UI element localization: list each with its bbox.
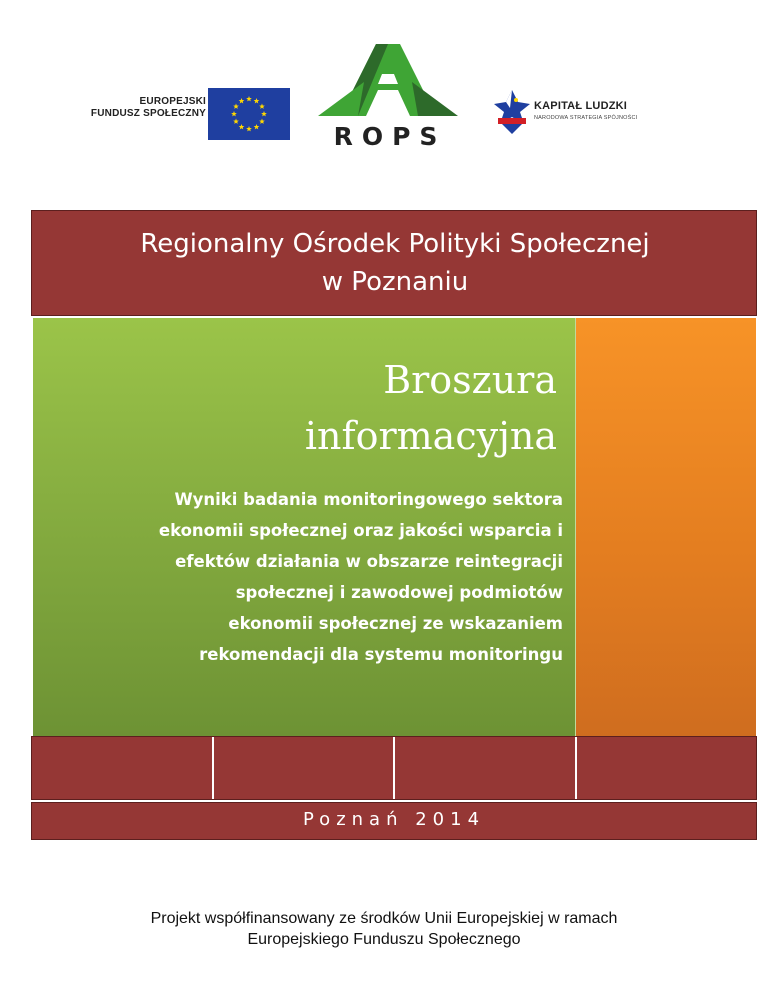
- decorative-cell: [395, 737, 577, 799]
- title-panel: [33, 318, 576, 737]
- eu-text-line1: EUROPEJSKI: [139, 96, 206, 107]
- place-year-band: [31, 802, 757, 840]
- kapital-ludzki-logo-icon: [494, 88, 530, 134]
- kapital-ludzki-title: KAPITAŁ LUDZKI: [534, 100, 628, 112]
- description-line: ekonomii społecznej ze wskazaniem: [228, 614, 563, 633]
- document-title-line1: Broszura: [383, 358, 557, 402]
- institution-name: [32, 225, 758, 301]
- description-line: Wyniki badania monitoringowego sektora: [174, 490, 563, 509]
- description-line: rekomendacji dla systemu monitoringu: [199, 645, 563, 664]
- kapital-ludzki-subtitle: NARODOWA STRATEGIA SPÓJNOŚCI: [534, 115, 638, 121]
- description-line: efektów działania w obszarze reintegracji: [175, 552, 563, 571]
- funding-line2: Europejskiego Funduszu Społecznego: [247, 931, 521, 948]
- rops-logo-icon: [318, 40, 458, 120]
- funding-line1: Projekt współfinansowany ze środków Unii Europejskiej w ramach: [150, 910, 618, 927]
- orange-accent-panel: [576, 318, 756, 737]
- institution-line1: Regionalny Ośrodek Polityki Społecznej: [140, 229, 650, 259]
- decorative-cell: [577, 737, 757, 799]
- description-line: ekonomii społecznej oraz jakości wsparcia i: [158, 521, 563, 540]
- decorative-cell-row: [31, 736, 757, 800]
- decorative-cell: [32, 737, 214, 799]
- place-year: Poznań 2014: [302, 809, 486, 830]
- rops-logo-text: ROPS: [333, 122, 447, 151]
- eu-text-line2: FUNDUSZ SPOŁECZNY: [90, 108, 206, 119]
- description-line: społecznej i zawodowej podmiotów: [235, 583, 563, 602]
- eu-logo-text: [74, 96, 206, 120]
- document-description: [53, 484, 563, 670]
- institution-header: [31, 210, 757, 316]
- eu-flag-icon: [208, 88, 290, 140]
- institution-line2: w Poznaniu: [321, 267, 469, 297]
- document-title: [305, 352, 557, 464]
- document-title-line2: informacyjna: [304, 414, 557, 458]
- funding-note: [0, 908, 768, 950]
- cover-block: [31, 210, 757, 842]
- decorative-cell: [214, 737, 396, 799]
- logo-bar: [0, 0, 768, 160]
